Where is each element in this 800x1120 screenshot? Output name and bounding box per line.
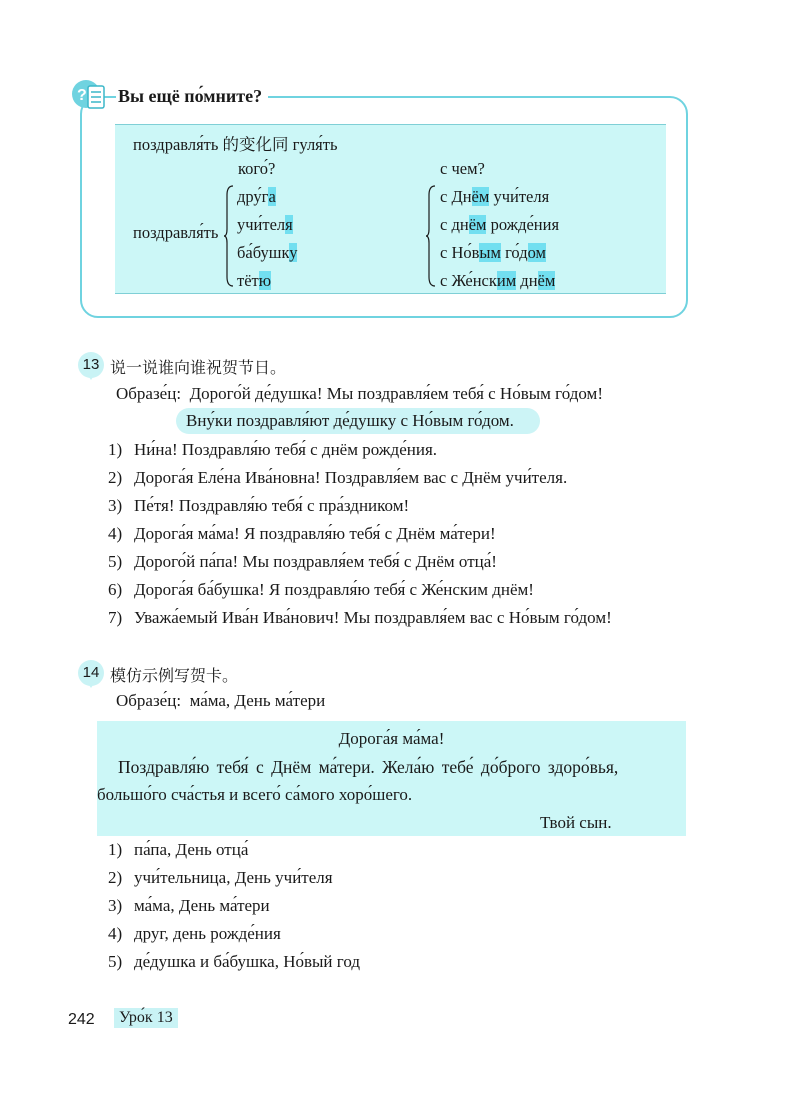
exercise-14-task: 模仿示例写贺卡。 [110,666,239,685]
occasion-row: с Же́нским днём [440,271,556,290]
verb-label: поздравля́ть [133,223,219,242]
list-item: 7) Уважа́емый Ива́н Ива́нович! Мы поздравля́ем вас с Но́вым го́дом! [108,608,612,627]
list-item: 1) па́па, День отца́ [108,840,249,859]
exercise-number-14: 14 [78,660,104,686]
card-signature: Твой сын. [540,813,612,832]
exercise-13-sample [116,384,603,404]
page-number: 242 [68,1011,95,1028]
left-brace-icon [224,185,234,287]
question-notebook-icon [70,76,110,116]
sample-text: ма́ма, День ма́тери [189,691,326,710]
sample-text: Дорого́й де́душка! Мы поздравля́ем тебя́ с Но́вым го́дом! [189,384,603,403]
list-item: 2) Дорога́я Еле́на Ива́новна! Поздравля́ем вас с Днём учи́теля. [108,468,568,487]
card-greeting: Дорога́я ма́ма! [338,729,445,748]
object-row: учи́теля [237,215,293,234]
sample-label: Образе́ц: [116,384,182,403]
question-with: с чем? [440,159,485,178]
greeting-card [97,721,686,836]
list-item: 4) друг, день рожде́ния [108,924,281,943]
exercise-13-task: 说一说谁向谁祝贺节日。 [110,358,287,377]
remember-title: Вы ещё по́мните? [116,86,268,107]
exercise-13-sample-answer: Вну́ки поздравля́ют де́душку с Но́вым го́дом. [186,411,514,430]
question-whom: кого́? [238,159,276,178]
list-item: 4) Дорога́я ма́ма! Я поздравля́ю тебя́ с Днём ма́тери! [108,524,496,543]
list-item: 5) де́душка и ба́бушка, Но́вый год [108,952,360,971]
list-item: 1) Ни́на! Поздравля́ю тебя́ с днём рожде́ния. [108,440,438,459]
exercise-number-13: 13 [78,352,104,378]
object-row: ба́бушку [237,243,298,262]
remember-intro: поздравля́ть 的变化同 гуля́ть [133,135,338,154]
card-line-2: большо́го сча́стья и всего́ са́мого хоро́шего. [97,785,413,804]
svg-text:?: ? [77,87,87,104]
lesson-label: Уро́к 13 [114,1008,178,1028]
object-row: дру́га [237,187,276,206]
list-item: 6) Дорога́я ба́бушка! Я поздравля́ю тебя́ с Же́нским днём! [108,580,534,599]
occasion-row: с Но́вым го́дом [440,243,546,262]
list-item: 2) учи́тельница, День учи́теля [108,868,333,887]
occasion-row: с днём рожде́ния [440,215,560,234]
remember-table [115,124,666,294]
list-item: 3) ма́ма, День ма́тери [108,896,270,915]
occasion-row: с Днём учи́теля [440,187,550,206]
object-row: тётю [237,271,272,290]
right-brace-icon [426,185,436,287]
sample-label: Образе́ц: [116,691,182,710]
exercise-14-sample [116,691,325,711]
list-item: 5) Дорого́й па́па! Мы поздравля́ем тебя́ с Днём отца́! [108,552,497,571]
card-line-1: Поздравля́ю тебя́ с Днём ма́тери. Жела́ю тебе́ до́брого здоро́вья, [118,757,619,777]
list-item: 3) Пе́тя! Поздравля́ю тебя́ с пра́здником! [108,496,410,515]
